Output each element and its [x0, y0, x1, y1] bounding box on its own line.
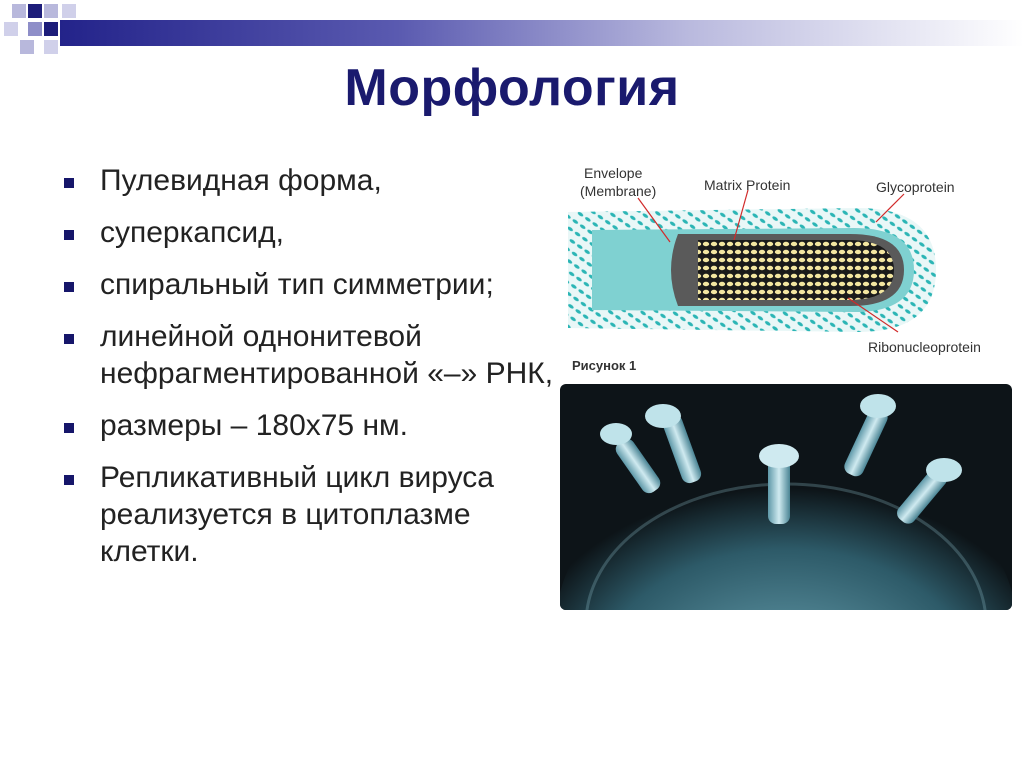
label-membrane: (Membrane)	[580, 183, 657, 199]
virus-structure-diagram	[558, 160, 1018, 378]
bullet-item	[62, 318, 562, 392]
bullet-square-icon	[64, 423, 74, 433]
figure-caption: Рисунок 1	[572, 358, 637, 373]
bullet-item	[62, 266, 562, 303]
virus-3d-render	[560, 384, 1012, 610]
bullet-square-icon	[64, 334, 74, 344]
bullet-text: размеры – 180х75 нм.	[100, 409, 408, 442]
ribonucleoprotein-core	[698, 240, 894, 300]
bullet-text: суперкапсид,	[100, 216, 284, 249]
bullet-item	[62, 459, 562, 570]
bullet-item	[62, 214, 562, 251]
bullet-square-icon	[64, 230, 74, 240]
bullet-item	[62, 407, 562, 444]
bullet-square-icon	[64, 475, 74, 485]
slide-title: Морфология	[344, 59, 680, 117]
bullet-text: Пулевидная форма,	[100, 164, 382, 197]
bullet-square-icon	[64, 282, 74, 292]
label-ribonucleoprotein: Ribonucleoprotein	[868, 339, 981, 355]
bullet-item	[62, 162, 562, 199]
bullet-text: спиральный тип симметрии;	[100, 268, 494, 301]
header-decoration	[0, 0, 1024, 48]
bullet-square-icon	[64, 178, 74, 188]
label-matrix-protein: Matrix Protein	[704, 177, 791, 193]
bullet-list	[62, 162, 562, 585]
bullet-text: линейной однонитевой нефрагментированной «–» РНК,	[100, 320, 554, 390]
label-glycoprotein: Glycoprotein	[876, 179, 955, 195]
label-envelope: Envelope	[584, 165, 643, 181]
header-gradient-bar	[60, 20, 1024, 46]
bullet-text: Репликативный цикл вируса реализуется в цитоплазме клетки.	[100, 461, 494, 568]
